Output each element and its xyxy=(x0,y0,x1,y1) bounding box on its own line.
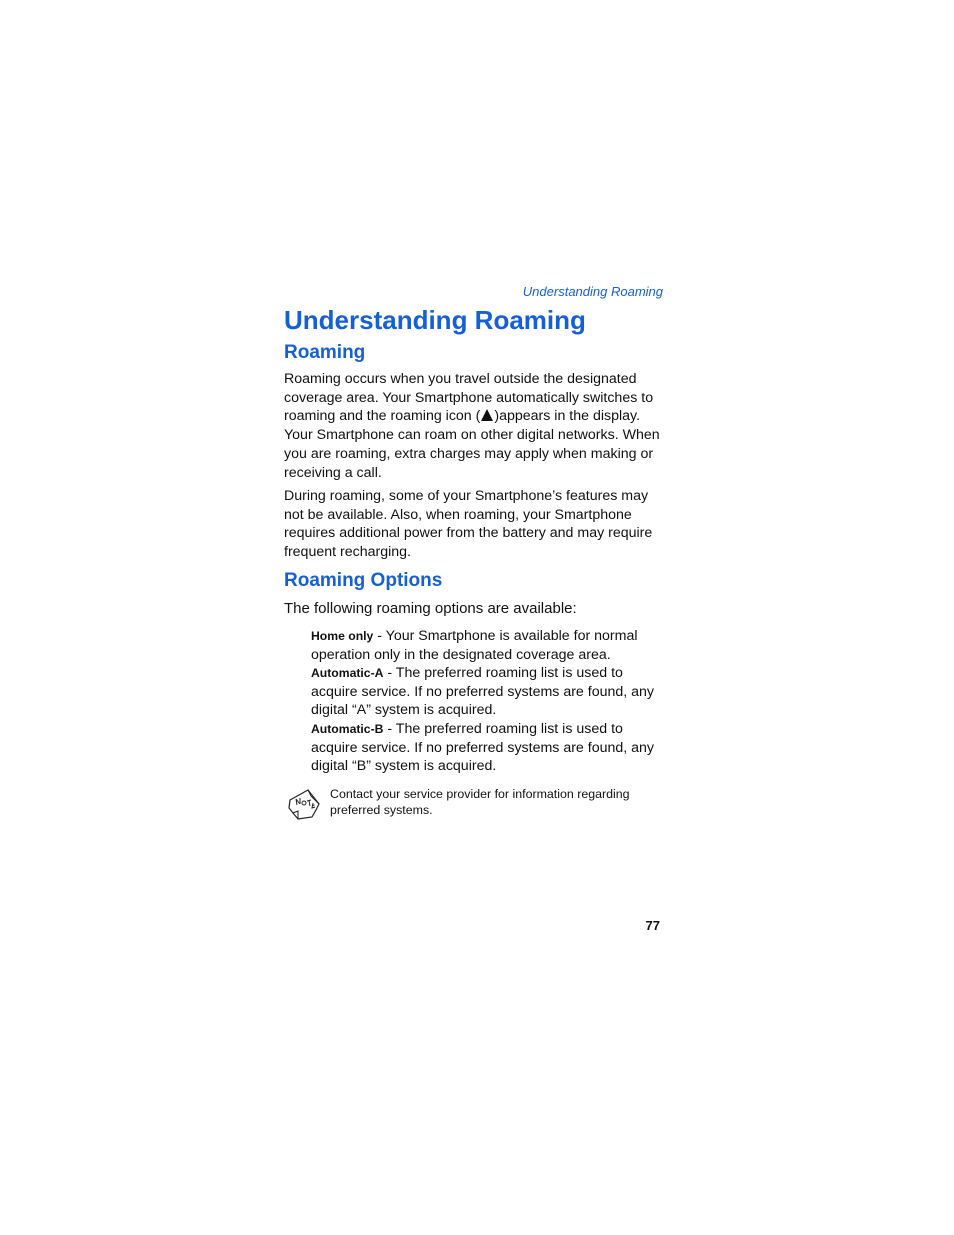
roaming-options-intro: The following roaming options are available: xyxy=(284,600,577,617)
option-home-only xyxy=(311,627,663,664)
option-automatic-a xyxy=(311,664,663,720)
page-number: 77 xyxy=(645,918,660,933)
roaming-paragraph-1-start: Roaming occurs when you travel outside the designated coverage area. Your Smartphone automatically switches to roaming and the roaming icon ( xyxy=(284,371,654,425)
roaming-paragraph-1-end: )appears in the display. Your Smartphone can roam on other digital networks. When you are roaming, extra charges may apply when making or receiving a call. xyxy=(284,408,660,481)
option-term: Automatic-A xyxy=(311,666,384,680)
option-description: - The preferred roaming list is used to acquire service. If no preferred systems are found, any digital “A” system is acquired. xyxy=(311,665,655,719)
note-icon xyxy=(286,786,322,822)
option-term: Automatic-B xyxy=(311,722,384,736)
roaming-paragraph-1 xyxy=(284,370,664,482)
note-text: Contact your service provider for information regarding preferred systems. xyxy=(330,787,630,817)
section-heading-roaming: Roaming xyxy=(284,342,366,363)
roaming-triangle-icon xyxy=(481,409,493,421)
section-heading-roaming-options: Roaming Options xyxy=(284,570,443,591)
option-description: - Your Smartphone is available for normal operation only in the designated coverage area. xyxy=(311,628,638,663)
option-term: Home only xyxy=(311,629,374,643)
option-automatic-b xyxy=(311,720,663,776)
roaming-paragraph-2: During roaming, some of your Smartphone’s features may not be available. Also, when roaming, your Smartphone requires additional power from the battery and may require frequent recharging. xyxy=(284,488,653,561)
page-title: Understanding Roaming xyxy=(284,305,586,335)
option-description: - The preferred roaming list is used to acquire service. If no preferred systems are found, any digital “B” system is acquired. xyxy=(311,721,655,775)
running-header: Understanding Roaming xyxy=(522,284,663,299)
